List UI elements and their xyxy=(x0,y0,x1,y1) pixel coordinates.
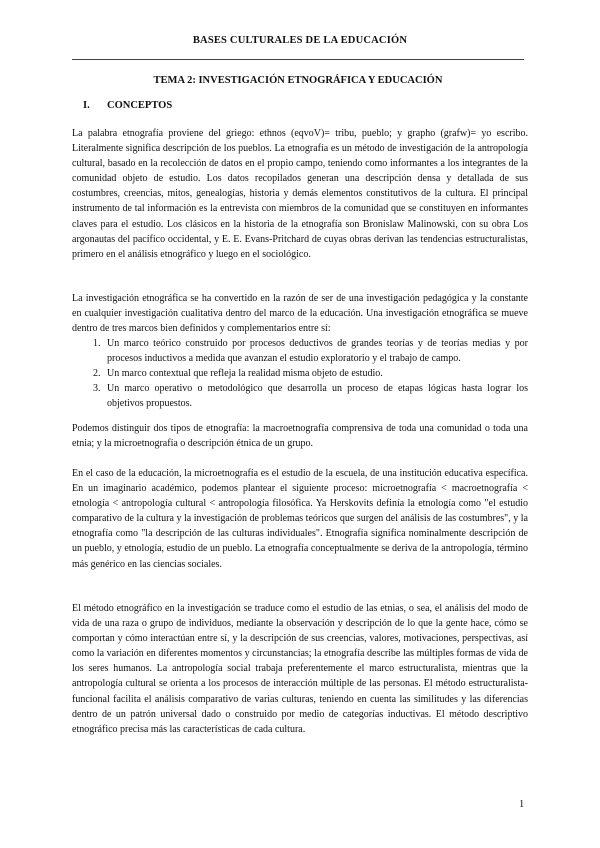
list-item xyxy=(72,336,528,366)
frameworks-list xyxy=(72,336,528,411)
topic-title: TEMA 2: INVESTIGACIÓN ETNOGRÁFICA Y EDUCACIÓN xyxy=(153,75,443,86)
section-heading xyxy=(83,100,172,111)
list-item xyxy=(72,366,528,381)
section-number: I. xyxy=(83,100,90,111)
list-item-text: Un marco contextual que refleja la realidad misma objeto de estudio. xyxy=(107,368,383,380)
section-title: CONCEPTOS xyxy=(107,100,173,111)
list-marker: 3. xyxy=(93,383,101,395)
paragraph-types-of-ethnography: Podemos distinguir dos tipos de etnografía: la macroetnografía comprensiva de toda una comunidad o toda una etnia; y la microetnografía o descripción étnica de un grupo. xyxy=(72,423,528,450)
header-divider xyxy=(72,59,524,60)
paragraph-etymology: La palabra etnografía proviene del griego: ethnos (eqvoV)= tribu, pueblo; y grapho (grafw)= yo escribo. Literalmente significa descripción de los pueblos. La etnografía es un método de investigación de la antropología cultural, basado en la recolección de datos en el propio campo, teniendo como informantes a los integrantes de la comunidad objeto de estudio. Los datos recopilados generan una descripción densa y detallada de sus costumbres, creencias, mitos, genealogías, historia y demás elementos constitutivos de la cultura. El principal instrumento de tal información es la entrevista con miembros de la comunidad que se constituyen en informantes claves para el estudio. Los clásicos en la historia de la etnografía son Bronislaw Malinowski, con su obra Los argonautas del pacífico occidental, y E. E. Evans-Pritchard de cuyas obras derivan las tendencias estructuralistas, primero en el análisis etnográfico y luego en el sociológico. xyxy=(72,128,528,260)
list-item-text: Un marco teórico construido por procesos deductivos de grandes teorías y de teorías medias y por procesos inductivos a medida que avanzan el estudio exploratorio y el trabajo de campo. xyxy=(107,338,528,365)
paragraph-educational-research: La investigación etnográfica se ha convertido en la razón de ser de una investigación pedagógica y la constante en cualquier investigación cualitativa dentro del marco de la educación. Una investigación etnográfica se mueve dentro de tres marcos bien definidos y complementarios entre sí: xyxy=(72,293,528,335)
list-marker: 1. xyxy=(93,338,101,349)
paragraph-microethnography: En el caso de la educación, la microetnografía es el estudio de la escuela, de una institución educativa específica. En un imaginario académico, podemos plantear el siguiente proceso: microetnografía < macroetnografía < etnología < antropología cultural < antropología filosófica. Ya Herskovits definía la etnología como "el estudio comparativo de la cultura y la investigación de problemas teóricos que surgen del análisis de las costumbres", y la etnografía como "la descripción de las culturas individuales". Etnografía significa nominalmente descripción de un pueblo, y etnología, estudio de un pueblo. La etnografía conceptualmente se deriva de la antropología, término más genérico en las ciencias sociales. xyxy=(72,468,528,570)
paragraph-ethnographic-method: El método etnográfico en la investigación se traduce como el estudio de las etnias, o sea, el análisis del modo de vida de una raza o grupo de individuos, mediante la observación y descripción de lo que la gente hace, cómo se comportan y cómo interactúan entre sí, y la descripción de sus creencias, valores, motivaciones, perspectivas, así como la variación en diferentes momentos y circunstancias; la etnografía describe las múltiples formas de vida de los seres humanos. La antropología social trabaja preferentemente el marco estructuralista, mientras que la antropología cultural se orienta a los procesos de interacción múltiple de las personas. El método estructuralista-funcional facilita el análisis comparativo de varias culturas, teniendo en cuenta las similitudes y las diferencias dentro de un patrón universal dado o construido por medio de categorías inductivas. El método descriptivo etnográfico precisa más las características de cada cultura. xyxy=(72,603,528,735)
running-header: BASES CULTURALES DE LA EDUCACIÓN xyxy=(192,35,408,46)
list-item-text: Un marco operativo o metodológico que desarrolla un proceso de etapas lógicas hasta lograr los objetivos propuestos. xyxy=(107,383,528,410)
page-number: 1 xyxy=(519,799,525,810)
list-marker: 2. xyxy=(93,368,101,380)
list-item xyxy=(72,381,528,411)
